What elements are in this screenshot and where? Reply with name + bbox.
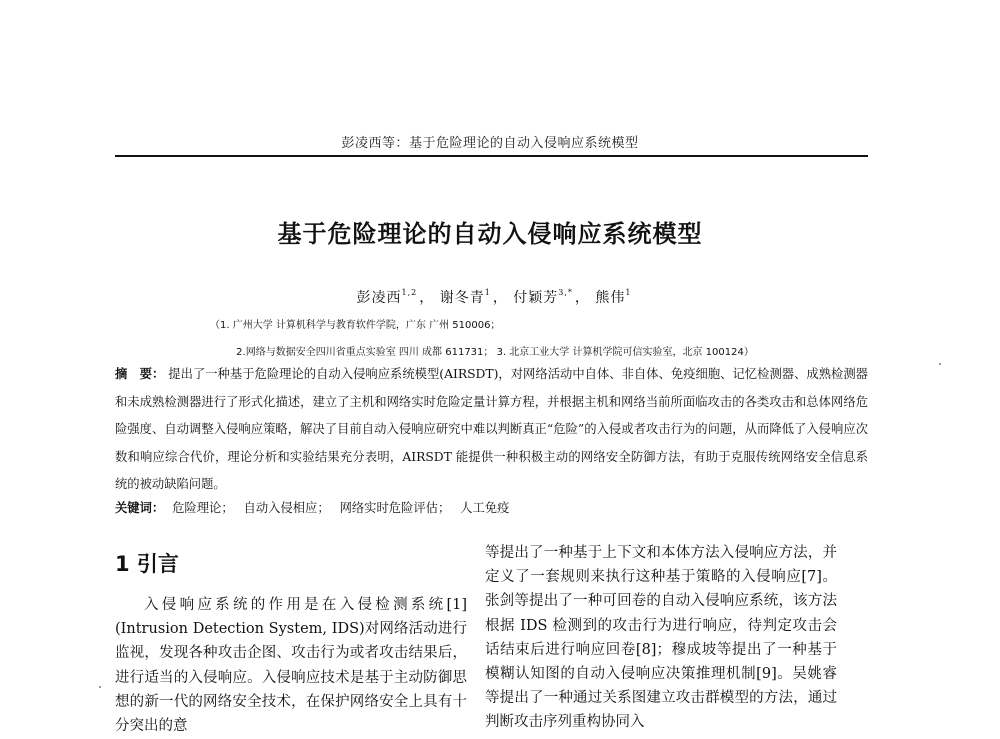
abstract-label: 摘 要： [115, 367, 165, 381]
affiliation-line-2: 2.网络与数据安全四川省重点实验室 四川 成都 611731； 3. 北京工业大学 计算机学院可信实验室，北京 100124） [236, 347, 754, 358]
author-affiliation-mark: 3,* [558, 288, 573, 297]
keyword: 自动入侵相应； [243, 501, 330, 515]
keywords [115, 498, 868, 516]
abstract-text: 提出了一种基于危险理论的自动入侵响应系统模型(AIRSDT)，对网络活动中自体、非自体、免疫细胞、记忆检测器、成熟检测器和未成熟检测器进行了形式化描述，建立了主机和网络实时危险定量计算方程，并根据主机和网络当前所面临攻击的各类攻击和总体网络危险强度、自动调整入侵响应策略，解决了目前自动入侵响应研究中难以判断真正“危险”的入侵或者攻击行为的问题，从而降低了入侵响应次数和响应综合代价，理论分析和实验结果充分表明，AIRSDT 能提供一种积极主动的网络安全防御方法，有助于克服传统网络安全信息系统的被动缺陷问题。 [115, 367, 868, 491]
scan-artifact [99, 686, 101, 688]
scan-artifact [939, 363, 941, 365]
affiliation-line-1: （1. 广州大学 计算机科学与教育软件学院，广东 广州 510006； [210, 320, 501, 331]
running-header: 彭凌西等：基于危险理论的自动入侵响应系统模型 [341, 136, 639, 151]
author-name: 付颖芳 [513, 290, 559, 306]
author-affiliation-mark: 1,2 [401, 288, 418, 297]
body-paragraph: 入侵响应系统的作用是在入侵检测系统[1](Intrusion Detection System, IDS)对网络活动进行监视，发现各种攻击企图、攻击行为或者攻击结果后，进行适当的入侵响应。入侵响应技术是基于主动防御思想的新一代的网络安全技术，在保护网络安全上具有十分突出的意 [115, 597, 467, 735]
abstract [115, 361, 868, 499]
author-affiliation-mark: 1 [625, 288, 632, 297]
author-name: 熊伟 [595, 290, 626, 306]
body-paragraph: 等提出了一种基于上下文和本体方法入侵响应方法，并定义了一套规则来执行这种基于策略的入侵响应[7]。张剑等提出了一种可回卷的自动入侵响应系统，该方法根据 IDS 检测到的攻击行为进行响应，待判定攻击会话结束后进行响应回卷[8]；穆成坡等提出了一种基于模糊认知图的自动入侵响应决策推理机制[9]。吴姚睿等提出了一种通过关系图建立攻击群模型的方法，通过判断攻击序列重构协同入 [485, 545, 837, 731]
keyword: 人工免疫 [460, 501, 510, 515]
paper-title: 基于危险理论的自动入侵响应系统模型 [277, 220, 703, 248]
author-name: 彭凌西 [356, 290, 402, 306]
section-heading: 1 引言 [115, 552, 179, 576]
author-name: 谢冬青 [439, 290, 485, 306]
header-rule [115, 155, 868, 157]
author-list: 彭凌西$^{1,2}$ ， 谢冬青$^1$ ， 付颖芳$^{3,*}$ ， 熊伟$^1$ [356, 288, 632, 306]
author-affiliation-mark: 1 [484, 288, 491, 297]
keywords-label: 关键词： [115, 501, 165, 515]
left-column [115, 548, 467, 738]
keyword: 网络实时危险评估； [339, 501, 451, 515]
right-column [485, 541, 837, 735]
keyword: 危险理论； [172, 501, 234, 515]
